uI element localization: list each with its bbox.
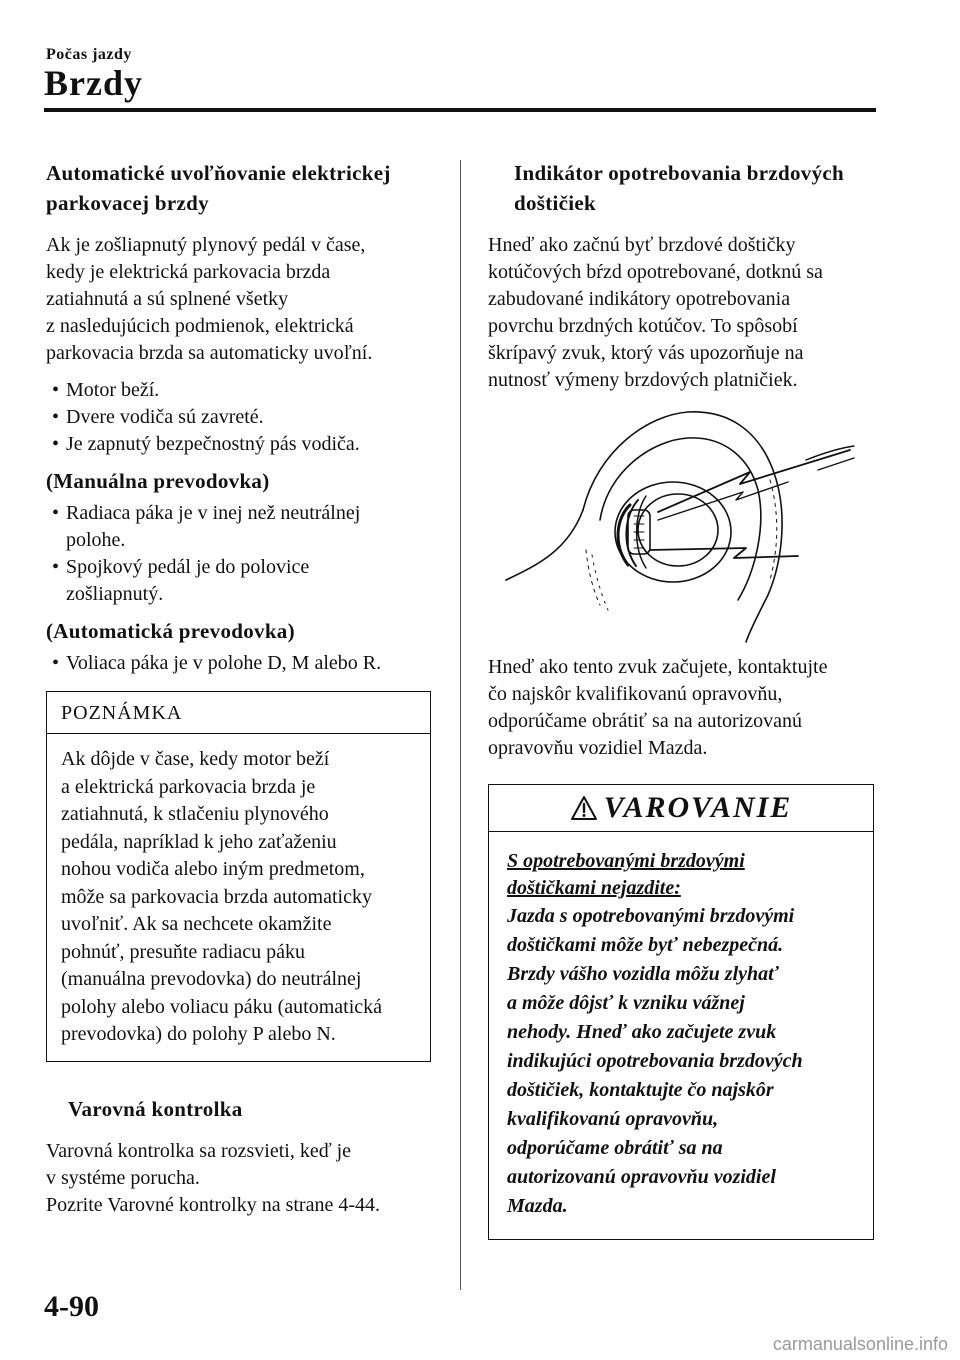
warning-light-heading: Varovná kontrolka bbox=[68, 1096, 243, 1121]
automatic-conditions-list bbox=[46, 650, 431, 677]
auto-release-heading: Automatické uvoľňovanie elektrickej parkovacej brzdy bbox=[46, 161, 391, 215]
watermark: carmanualsonline.info bbox=[772, 1334, 948, 1354]
list-item: • Motor beží. bbox=[52, 379, 160, 401]
indicator-paragraph: Hneď ako začnú byť brzdové doštičky kotúčových bŕzd opotrebované, dotknú sa zabudované indikátory opotrebovania povrchu brzdných kotúčov. To spôsobí škrípavý zvuk, ktorý vás upozorňuje na nutnosť výmeny brzdových platničiek. bbox=[488, 234, 823, 391]
warning-text: Jazda s opotrebovanými brzdovými doštičkami môže byť nebezpečná. Brzdy vášho vozidla môžu zlyhať a môže dôjsť k vzniku vážnej nehody. Hneď ako začujete zvuk indikujúci opotrebovania brzdových doštičiek, kontaktujte čo najskôr kvalifikovanú opravovňu, odporúčame obrátiť sa na autorizovanú opravovňu vozidiel Mazda. bbox=[507, 905, 803, 1217]
note-body: Ak dôjde v čase, kedy motor beží a elektrická parkovacia brzda je zatiahnutá, k stlačeniu plynového pedála, napríklad k jeho zaťaženiu nohou vodiča alebo iným predmetom, môže sa parkovacia brzda automaticky uvoľniť. Ak sa nechcete okamžite pohnúť, presuňte radiacu páku (manuálna prevodovka) do neutrálnej polohy alebo voliacu páku (automatická prevodovka) do polohy P alebo N. bbox=[61, 748, 383, 1045]
warning-triangle-icon bbox=[570, 795, 598, 821]
manual-conditions-list bbox=[46, 500, 431, 608]
warning-title: VAROVANIE bbox=[603, 791, 793, 824]
warning-header bbox=[489, 785, 873, 832]
warning-box bbox=[488, 784, 874, 1240]
list-item: • Spojkový pedál je do polovice zošliapnutý. bbox=[52, 556, 310, 605]
chapter-title: Brzdy bbox=[44, 63, 143, 103]
note-title: POZNÁMKA bbox=[47, 692, 430, 734]
list-item: • Voliaca páka je v polohe D, M alebo R. bbox=[52, 652, 382, 674]
brake-wear-indicator-illustration bbox=[488, 400, 875, 650]
header-rule bbox=[44, 108, 876, 112]
warning-body bbox=[489, 832, 873, 1239]
column-divider bbox=[460, 160, 461, 1290]
manual-transmission-heading: (Manuálna prevodovka) bbox=[46, 469, 270, 493]
warning-subheading: S opotrebovanými brzdovými doštičkami nejazdite: bbox=[507, 850, 745, 899]
section-label: Počas jazdy bbox=[46, 46, 132, 63]
auto-release-paragraph: Ak je zošliapnutý plynový pedál v čase, kedy je elektrická parkovacia brzda zatiahnutá a sú splnené všetky z nasledujúcich podmienok, elektrická parkovacia brzda sa automaticky uvoľní. bbox=[46, 234, 373, 364]
automatic-transmission-heading: (Automatická prevodovka) bbox=[46, 619, 295, 643]
list-item: • Radiaca páka je v inej než neutrálnej polohe. bbox=[52, 502, 361, 551]
indicator-followup-paragraph: Hneď ako tento zvuk začujete, kontaktujte čo najskôr kvalifikovanú opravovňu, odporúčame obrátiť sa na autorizovanú opravovňu vozidiel Mazda. bbox=[488, 656, 828, 759]
list-item: • Je zapnutý bezpečnostný pás vodiča. bbox=[52, 433, 360, 455]
page-number: 4-90 bbox=[44, 1290, 99, 1323]
list-item: • Dvere vodiča sú zavreté. bbox=[52, 406, 264, 428]
left-column bbox=[46, 158, 431, 1219]
right-column bbox=[488, 158, 875, 1240]
conditions-list bbox=[46, 377, 431, 458]
indicator-heading: Indikátor opotrebovania brzdových doštičiek bbox=[514, 161, 845, 215]
warning-light-paragraph: Varovná kontrolka sa rozsvieti, keď je v systéme porucha. Pozrite Varovné kontrolky na strane 4-44. bbox=[46, 1139, 380, 1216]
note-box bbox=[46, 691, 431, 1062]
